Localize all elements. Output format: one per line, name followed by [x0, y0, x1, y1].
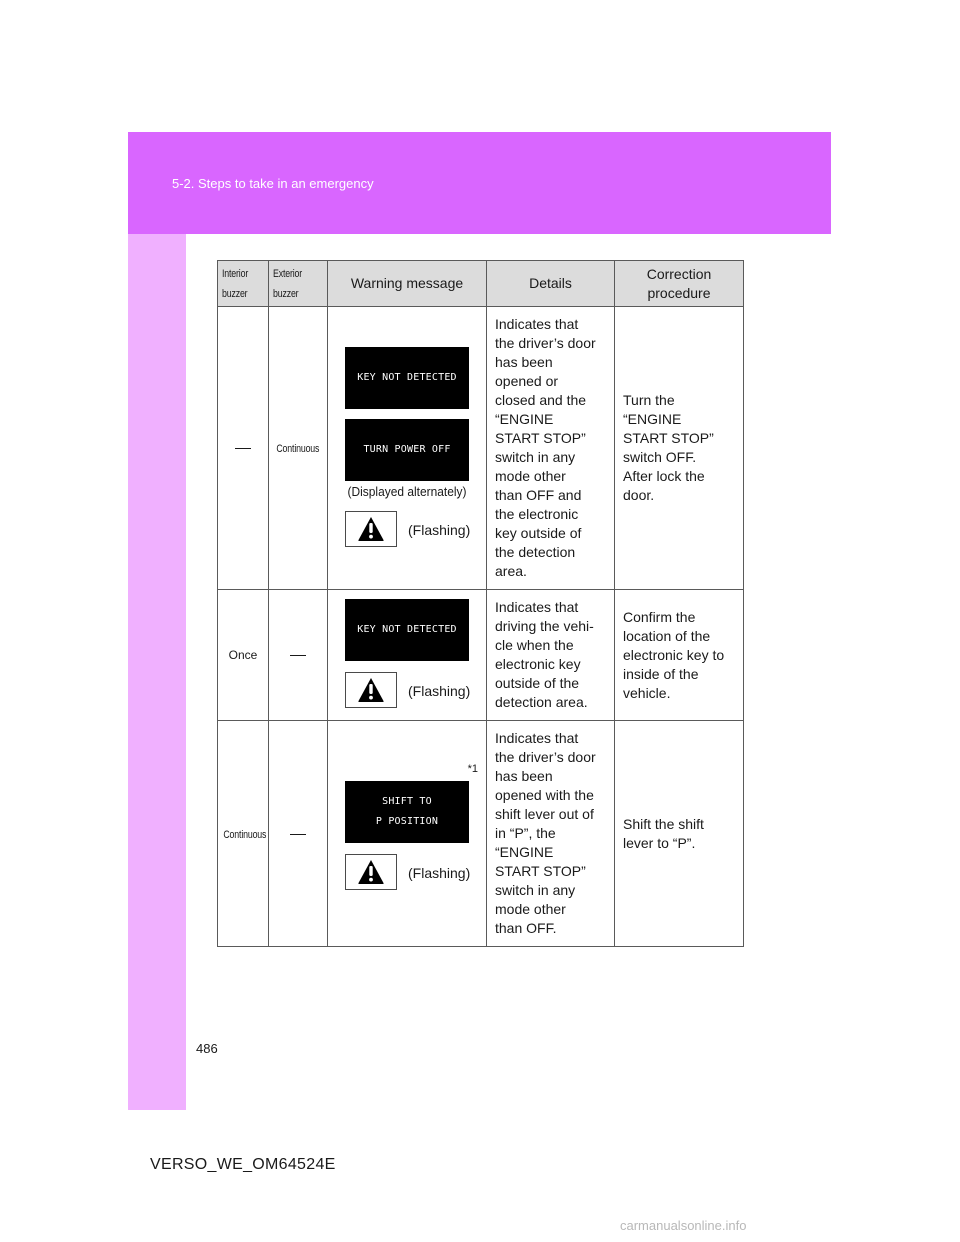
details-line: than OFF and: [495, 487, 582, 503]
correction-line: door.: [623, 487, 655, 503]
side-strip: [128, 234, 186, 1110]
details-line: cle when the: [495, 637, 574, 653]
flashing-note: (Flashing): [408, 683, 471, 699]
details-cell: [487, 307, 615, 590]
details-line: Indicates that: [495, 316, 579, 332]
details-line: Indicates that: [495, 599, 579, 615]
display-text: KEY NOT DETECTED: [357, 624, 457, 635]
details-line: outside of the: [495, 675, 580, 691]
details-line: “ENGINE: [495, 844, 554, 860]
correction-cell: [615, 721, 744, 947]
details-line: than OFF.: [495, 920, 557, 936]
header-band: [128, 132, 831, 234]
correction-line: After lock the: [623, 468, 705, 484]
alternate-note: (Displayed alternately): [347, 484, 467, 499]
interior-buzzer-value: Once: [228, 648, 258, 662]
warning-triangle-icon: [357, 858, 385, 886]
header-correction: [615, 261, 744, 307]
correction-cell: [615, 590, 744, 721]
correction-line: vehicle.: [623, 684, 671, 701]
details-line: the driver’s door: [495, 335, 596, 351]
details-line: shift lever out of: [495, 806, 594, 822]
none-dash: [290, 655, 306, 656]
document-code: VERSO_WE_OM64524E: [150, 1156, 336, 1173]
header-exterior-line1: Exterior: [273, 267, 303, 280]
details-line: detection area.: [495, 694, 588, 710]
display-message: [345, 599, 469, 661]
header-exterior-line2: buzzer: [273, 287, 299, 300]
header-warning-message: Warning message: [328, 261, 487, 307]
details-line: has been: [495, 768, 553, 784]
watermark: carmanualsonline.info: [620, 1218, 747, 1233]
warning-triangle-icon: [357, 515, 385, 543]
details-line: START STOP”: [495, 863, 586, 879]
correction-line: electronic key to: [623, 646, 725, 663]
exterior-buzzer-cell: [269, 590, 328, 721]
warning-triangle-icon: [357, 676, 385, 704]
correction-line: Shift the shift: [623, 815, 704, 832]
display-text: SHIFT TO: [382, 796, 432, 807]
header-correction-line2: procedure: [647, 284, 711, 301]
table-row: [218, 721, 744, 947]
page-number: 486: [196, 1041, 218, 1056]
details-line: closed and the: [495, 392, 587, 408]
correction-line: inside of the: [623, 665, 699, 682]
details-line: has been: [495, 354, 553, 370]
details-line: START STOP”: [495, 430, 586, 446]
interior-buzzer-cell: [218, 721, 269, 947]
flashing-note: (Flashing): [408, 522, 471, 538]
correction-line: lever to “P”.: [623, 834, 696, 851]
exterior-buzzer-cell: [269, 721, 328, 947]
details-line: opened with the: [495, 787, 594, 803]
section-title: 5-2. Steps to take in an emergency: [172, 176, 374, 191]
header-exterior-buzzer: [269, 261, 328, 307]
details-cell: [487, 590, 615, 721]
details-line: area.: [495, 563, 527, 579]
display-text: TURN POWER OFF: [363, 444, 451, 455]
details-line: “ENGINE: [495, 411, 554, 427]
header-details: Details: [487, 261, 615, 307]
warning-light-icon: [345, 854, 397, 890]
details-line: the detection: [495, 544, 576, 560]
correction-line: START STOP”: [623, 430, 714, 446]
table-header-row: [218, 261, 744, 307]
correction-line: location of the: [623, 627, 711, 644]
warning-message-cell: [328, 590, 487, 721]
header-interior-line1: Interior: [222, 267, 249, 280]
details-line: the driver’s door: [495, 749, 596, 765]
none-dash: [235, 448, 251, 449]
table-row: [218, 307, 744, 590]
correction-cell: [615, 307, 744, 590]
correction-line: “ENGINE: [623, 411, 682, 427]
details-line: Indicates that: [495, 730, 579, 746]
flashing-note: (Flashing): [408, 865, 471, 881]
header-interior-buzzer: [218, 261, 269, 307]
header-correction-line1: Correction: [646, 265, 712, 282]
details-line: in “P”, the: [495, 825, 556, 841]
display-message: [345, 347, 469, 409]
exterior-buzzer-cell: [269, 307, 328, 590]
details-line: driving the vehi-: [495, 618, 594, 634]
details-line: switch in any: [495, 449, 576, 465]
interior-buzzer-cell: [218, 307, 269, 590]
details-line: the electronic: [495, 506, 579, 522]
details-cell: [487, 721, 615, 947]
display-message: [345, 419, 469, 481]
details-line: switch in any: [495, 882, 576, 898]
correction-line: switch OFF.: [623, 449, 697, 465]
interior-buzzer-cell: [218, 590, 269, 721]
table-row: [218, 590, 744, 721]
interior-buzzer-value: Continuous: [223, 828, 267, 841]
exterior-buzzer-value: Continuous: [276, 443, 320, 455]
correction-line: Turn the: [623, 392, 675, 408]
warning-table: [217, 260, 744, 947]
details-line: mode other: [495, 468, 566, 484]
warning-light-icon: [345, 511, 397, 547]
footnote-mark: *1: [467, 763, 478, 775]
header-interior-line2: buzzer: [222, 287, 248, 300]
details-line: opened or: [495, 373, 559, 389]
display-message: [345, 781, 469, 843]
display-text: P POSITION: [375, 816, 439, 827]
warning-message-cell: [328, 721, 487, 947]
details-line: key outside of: [495, 525, 582, 541]
warning-message-cell: [328, 307, 487, 590]
correction-line: Confirm the: [623, 608, 696, 625]
display-text: KEY NOT DETECTED: [357, 372, 457, 383]
warning-light-icon: [345, 672, 397, 708]
details-line: electronic key: [495, 656, 581, 672]
none-dash: [290, 834, 306, 835]
details-line: mode other: [495, 901, 566, 917]
